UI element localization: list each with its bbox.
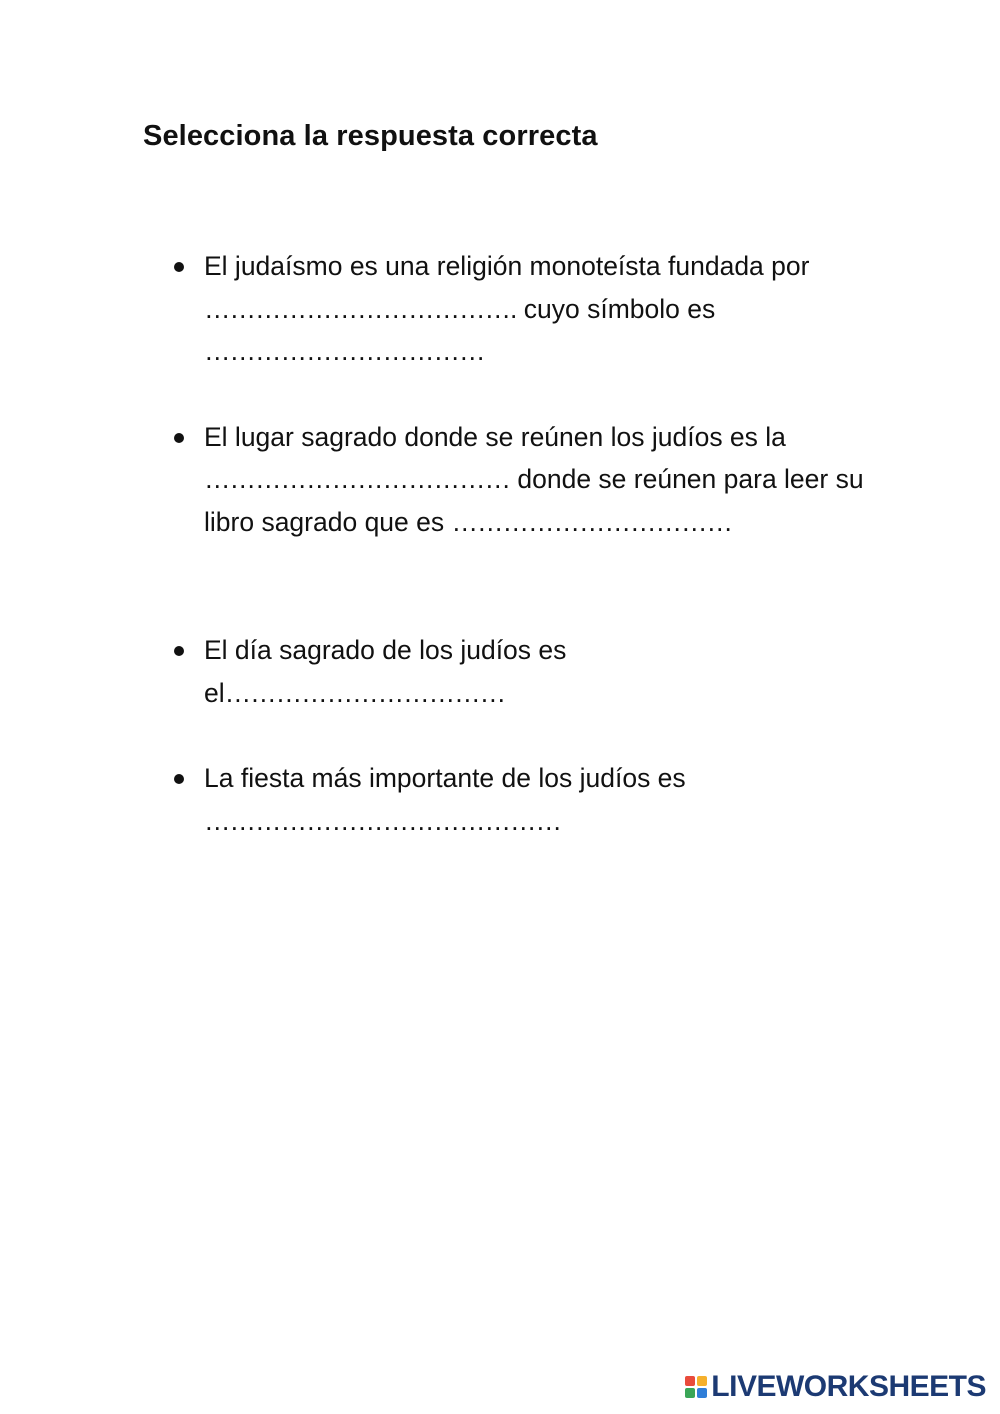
question-2-mid: donde se reúnen para leer su libro sagrado que es (204, 464, 864, 537)
logo-tile (685, 1388, 695, 1398)
answer-blank-1b[interactable]: …………………………… (204, 336, 485, 366)
question-item-2 (172, 416, 872, 544)
logo-tile (697, 1376, 707, 1386)
bullet-icon (174, 262, 184, 272)
answer-blank-3[interactable]: …………………………… (224, 677, 506, 708)
liveworksheets-logo (685, 1372, 986, 1402)
bullet-icon (174, 433, 184, 443)
question-item-3 (172, 629, 872, 714)
question-list (172, 245, 872, 842)
question-item-4 (172, 757, 872, 842)
logo-text: LIVEWORKSHEETS (711, 1370, 986, 1403)
answer-blank-2a[interactable]: ……………………………… (204, 464, 510, 494)
worksheet-title: Selecciona la respuesta correcta (143, 120, 598, 152)
question-1-text: El judaísmo es una religión monoteísta fundada por (204, 251, 810, 281)
question-1-mid: cuyo símbolo es (516, 293, 716, 324)
question-3-text: El día sagrado de los judíos es el (204, 635, 567, 708)
question-item-1 (172, 245, 872, 373)
question-2-text: El lugar sagrado donde se reúnen los judíos es la (204, 421, 786, 452)
question-4-text: La fiesta más importante de los judíos es (204, 763, 686, 793)
answer-blank-4[interactable]: …………………………………… (204, 805, 561, 836)
answer-blank-2b[interactable]: …………………………… (451, 506, 732, 537)
answer-blank-1a[interactable]: ………………………………. (204, 293, 517, 324)
bullet-icon (174, 774, 184, 784)
logo-tile (685, 1376, 695, 1386)
logo-tiles-icon (685, 1376, 707, 1398)
logo-tile (697, 1388, 707, 1398)
bullet-icon (174, 646, 184, 656)
